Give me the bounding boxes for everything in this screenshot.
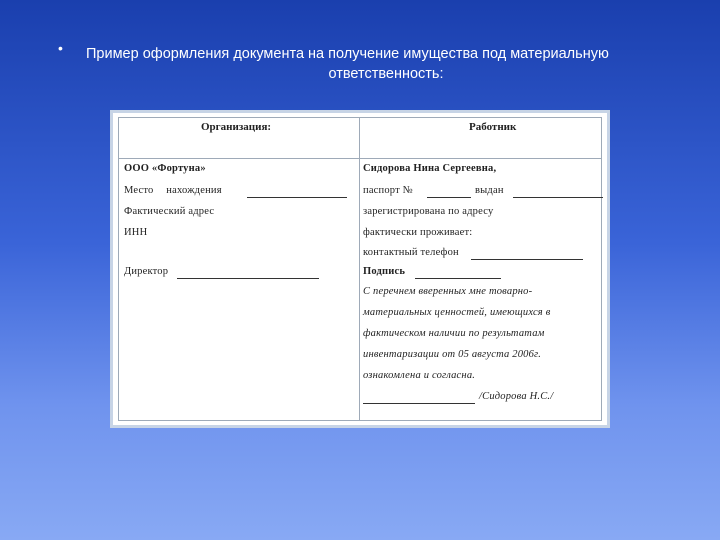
column-divider	[359, 118, 360, 420]
employee-name: Сидорова Нина Сергеевна,	[363, 163, 497, 174]
employee-signature-blank	[363, 394, 475, 404]
org-location-label: Место нахождения	[124, 185, 222, 196]
actual-residence-label: фактически проживает:	[363, 227, 473, 238]
header-employee: Работник	[469, 121, 517, 133]
document-table	[118, 117, 602, 421]
org-actual-address-label: Фактический адрес	[124, 206, 215, 217]
registered-address-label: зарегистрирована по адресу	[363, 206, 494, 217]
director-signature-blank	[177, 269, 319, 279]
org-inn-label: ИНН	[124, 227, 148, 238]
statement-line-4: инвентаризации от 05 августа 2006г.	[363, 349, 542, 360]
slide-title-line-2: ответственность:	[328, 66, 444, 82]
signature-label: Подпись	[363, 266, 406, 277]
statement-line-5: ознакомлена и согласна.	[363, 370, 476, 381]
passport-label: паспорт №	[363, 185, 413, 196]
statement-line-2: материальных ценностей, имеющихся в	[363, 307, 551, 318]
phone-blank	[471, 250, 583, 260]
document-form	[110, 110, 610, 428]
director-label: Директор	[124, 266, 169, 277]
header-divider	[119, 158, 601, 159]
signature-blank	[415, 269, 501, 279]
org-location-blank	[247, 188, 347, 198]
employee-signer-name: /Сидорова Н.С./	[479, 391, 554, 402]
slide-title	[86, 44, 686, 84]
statement-line-3: фактическом наличии по результатам	[363, 328, 545, 339]
slide-bullet: •	[58, 40, 63, 56]
passport-number-blank	[427, 188, 471, 198]
passport-issued-blank	[513, 188, 603, 198]
slide-title-line-1: Пример оформления документа на получение имущества под материальную	[86, 46, 609, 62]
org-name: ООО «Фортуна»	[124, 163, 206, 174]
phone-label: контактный телефон	[363, 247, 459, 258]
header-organization: Организация:	[201, 121, 272, 133]
passport-issued-label: выдан	[475, 185, 504, 196]
statement-line-1: С перечнем вверенных мне товарно-	[363, 286, 533, 297]
